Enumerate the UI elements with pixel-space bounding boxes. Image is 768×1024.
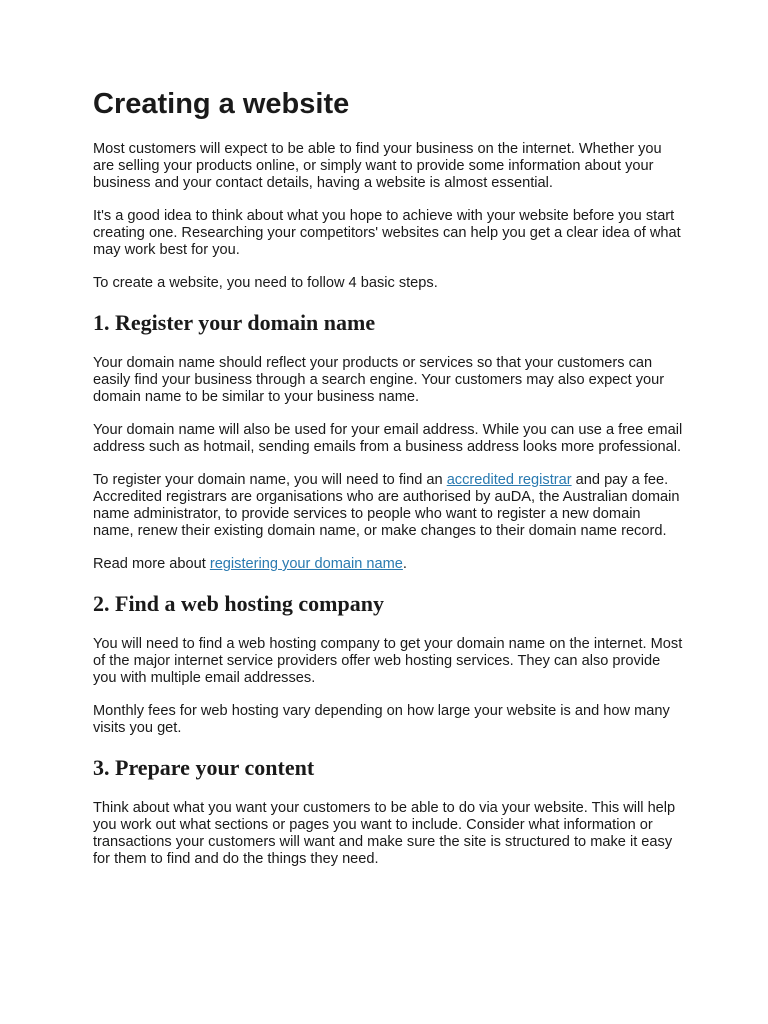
domain-paragraph-4-text-after: . (402, 556, 407, 572)
page-title: Creating a website (93, 88, 350, 120)
accredited-registrar-link[interactable]: accredited registrar (446, 472, 572, 488)
domain-paragraph-3 (93, 472, 683, 540)
document-page (93, 86, 683, 884)
domain-paragraph-4-text-before: Read more about (93, 556, 210, 572)
registering-domain-name-link[interactable]: registering your domain name (209, 556, 403, 572)
content-paragraph-1: Think about what you want your customers to be able to do via your website. This will help you work out what sections or pages you want to include. Consider what information or transactions your customers will want and make sure the site is structured to make it easy for them to find and do the things they need. (93, 800, 676, 867)
hosting-paragraph-2: Monthly fees for web hosting vary depending on how large your website is and how many visits you get. (93, 703, 670, 736)
domain-paragraph-4 (93, 556, 683, 573)
intro-paragraph-1: Most customers will expect to be able to find your business on the internet. Whether you are selling your products online, or simply want to provide some information about your business and your contact details, having a website is almost essential. (93, 141, 662, 191)
intro-paragraph-3: To create a website, you need to follow 4 basic steps. (93, 275, 438, 291)
domain-paragraph-3-text-after: and pay a fee. Accredited registrars are organisations who are authorised by auDA, the Australian domain name administrator, to provide services to people who want to register a new domain name, renew their existing domain name, or make changes to their domain name record. (93, 472, 680, 539)
hosting-paragraph-1: You will need to find a web hosting company to get your domain name on the internet. Most of the major internet service providers offer web hosting services. They can also provide you with multiple email addresses. (93, 636, 683, 686)
section-heading-prepare-content: 3. Prepare your content (93, 755, 315, 780)
domain-paragraph-3-text-before: To register your domain name, you will need to find an (93, 472, 447, 488)
intro-paragraph-2: It's a good idea to think about what you hope to achieve with your website before you start creating one. Researching your competitors' websites can help you get a clear idea of what may work best for you. (93, 208, 681, 258)
domain-paragraph-2: Your domain name will also be used for your email address. While you can use a free email address such as hotmail, sending emails from a business address looks more professional. (93, 422, 683, 455)
domain-paragraph-1: Your domain name should reflect your products or services so that your customers can easily find your business through a search engine. Your customers may also expect your domain name to be similar to your business name. (93, 355, 665, 405)
section-heading-register-domain: 1. Register your domain name (93, 310, 376, 335)
section-heading-web-hosting: 2. Find a web hosting company (93, 591, 384, 616)
